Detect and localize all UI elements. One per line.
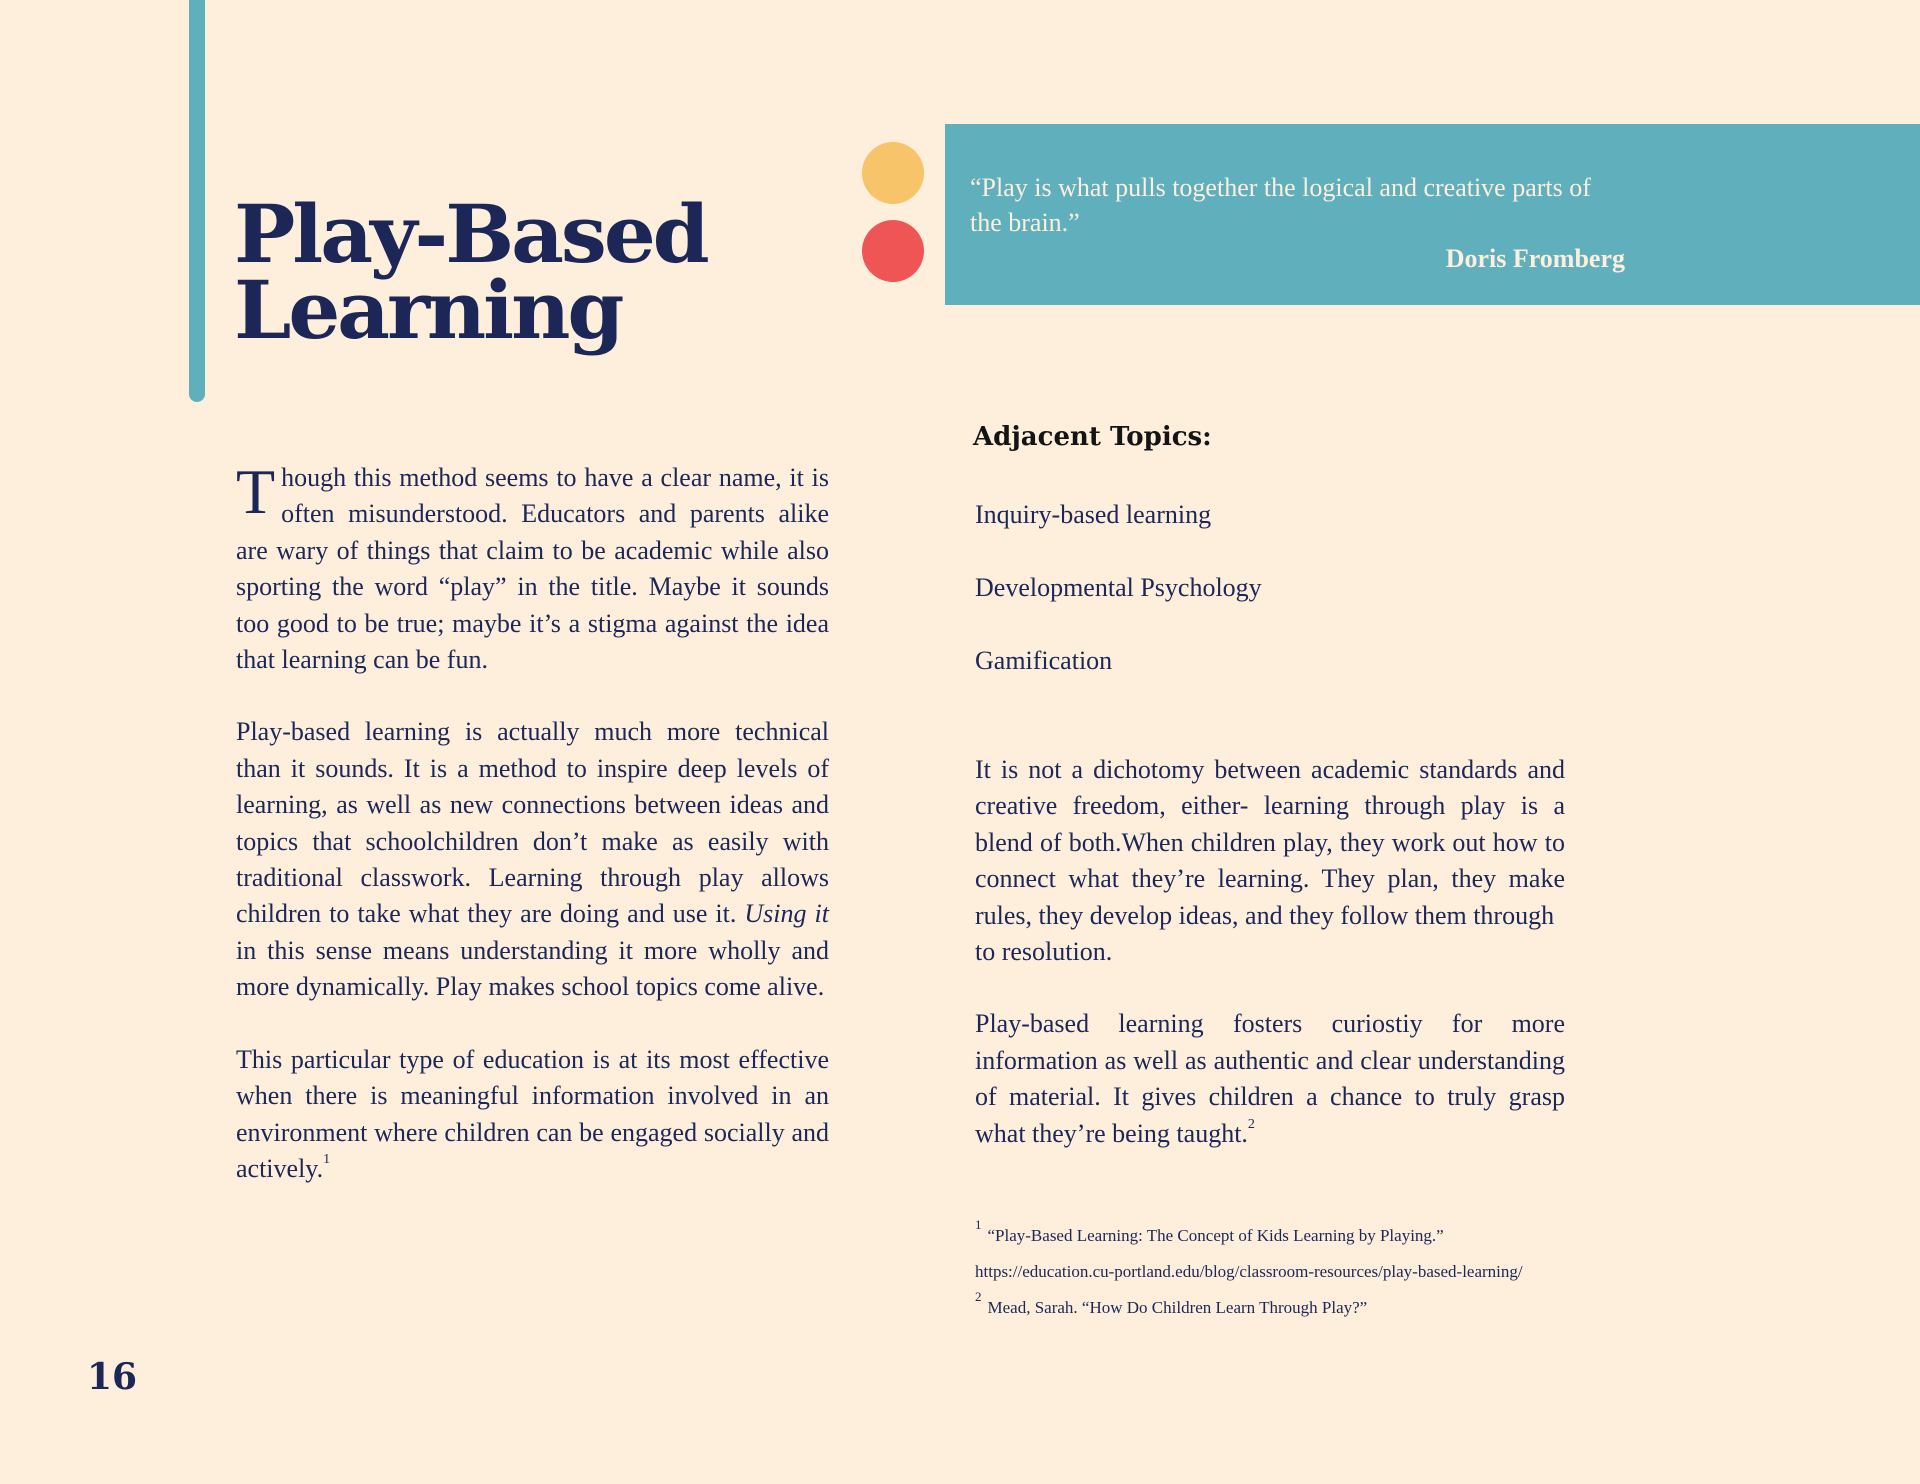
left-column xyxy=(236,456,829,1223)
footnote-2-text: Mead, Sarah. “How Do Children Learn Through Play?” xyxy=(987,1298,1368,1317)
right-paragraph-2-text: Play-based learning fosters curiostiy for more information as well as authentic and clear understanding of material. It gives children a chance to truly grasp what they’re being taught. xyxy=(975,1009,1565,1148)
footnote-1-number: 1 xyxy=(975,1217,982,1232)
footnote-ref-1: 1 xyxy=(323,1151,331,1167)
page-title xyxy=(234,187,707,357)
footnote-1 xyxy=(975,1218,1575,1254)
left-paragraph-3-text: This particular type of education is at its most effective when there is meaningful information involved in an environment where children can be engaged socially and actively. xyxy=(236,1044,829,1183)
footnote-ref-2: 2 xyxy=(1247,1116,1255,1132)
title-line-2: Learning xyxy=(234,263,622,357)
left-paragraph-2-italic: Using it xyxy=(744,899,829,929)
left-paragraph-3 xyxy=(236,1042,829,1188)
left-paragraph-2 xyxy=(236,714,829,1005)
right-paragraph-1-end: to resolution. xyxy=(975,937,1113,967)
title-line-1: Play-Based xyxy=(234,187,707,281)
adjacent-topics-heading: Adjacent Topics: xyxy=(973,422,1212,452)
red-dot-decoration xyxy=(862,220,924,282)
footnotes xyxy=(975,1218,1575,1326)
pull-quote-text: “Play is what pulls together the logical and creative parts of the brain.” xyxy=(970,173,1591,237)
footnote-2 xyxy=(975,1290,1575,1326)
pull-quote-author: Doris Fromberg xyxy=(1445,244,1625,273)
right-paragraph-2 xyxy=(975,1006,1565,1152)
pull-quote-box xyxy=(945,124,1920,305)
yellow-dot-decoration xyxy=(862,142,924,204)
left-paragraph-2-end: in this sense means understanding it more wholly and more dynamically. Play makes school topics come alive. xyxy=(236,935,829,1002)
drop-cap: T xyxy=(236,456,276,527)
left-paragraph-2-start: Play-based learning is actually much more technical than it sounds. It is a method to inspire deep levels of learning, as well as new connections between ideas and topics that schoolchildren don’t make as easily with traditional classwork. Learning through play allows children to take what they are doing and use it. xyxy=(236,717,829,929)
adjacent-topic-1: Inquiry-based learning xyxy=(975,500,1212,529)
footnote-2-number: 2 xyxy=(975,1289,982,1304)
right-paragraph-1: It is not a dichotomy between academic standards and creative freedom, either- learning through play is a blend of both.When children play, they work out how to connect what they’re learning. They plan, they make rules, they develop ideas, and they follow them through xyxy=(975,755,1565,930)
footnote-1-url: https://education.cu-portland.edu/blog/classroom-resources/play-based-learning/ xyxy=(975,1262,1523,1281)
right-column xyxy=(975,752,1565,1188)
left-paragraph-1-text: hough this method seems to have a clear name, it is often misunderstood. Educators and parents alike are wary of things that claim to be academic while also sporting the word “play” in the title. Maybe it sounds too good to be true; maybe it’s a stigma against the idea that learning can be fun. xyxy=(236,463,829,675)
footnote-1-text: “Play-Based Learning: The Concept of Kids Learning by Playing.” xyxy=(987,1226,1444,1245)
adjacent-topic-2: Developmental Psychology xyxy=(975,573,1262,602)
adjacent-topic-3: Gamification xyxy=(975,646,1113,675)
page-number: 16 xyxy=(87,1356,138,1398)
left-paragraph-1 xyxy=(236,456,829,678)
accent-bar xyxy=(189,0,205,402)
